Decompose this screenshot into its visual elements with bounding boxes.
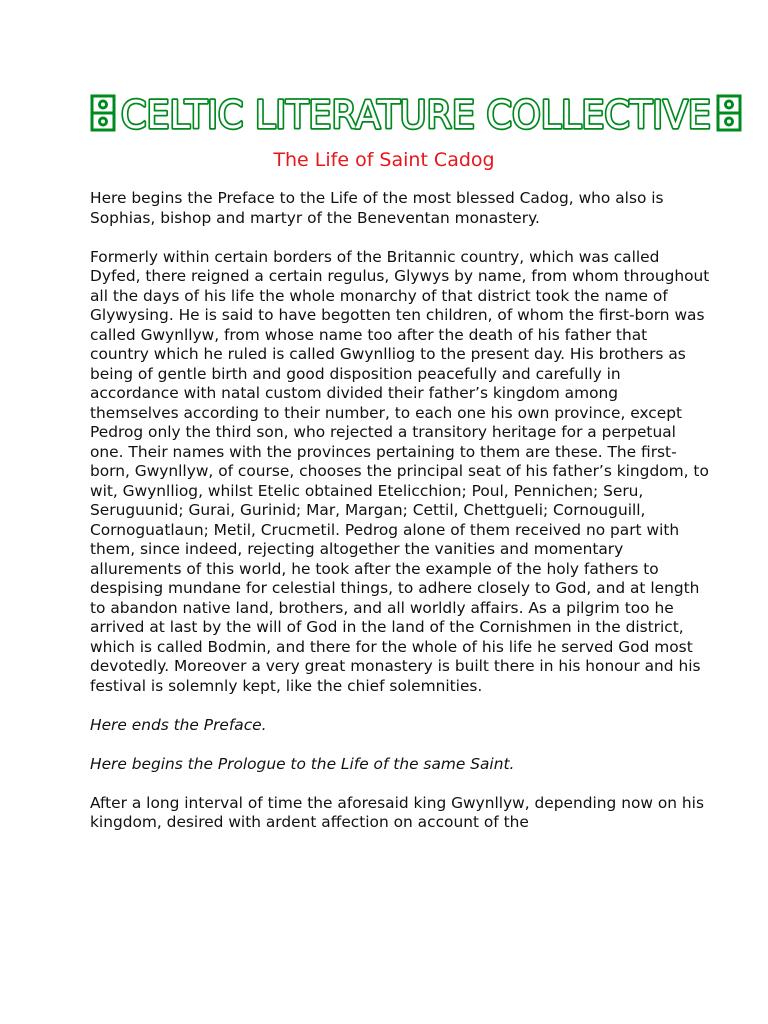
prologue-paragraph: After a long interval of time the aforesaid king Gwynllyw, depending now on his kingdom, desired with ardent affection on account of the <box>90 793 704 831</box>
celtic-knot-icon <box>92 96 114 130</box>
preface-intro-paragraph: Here begins the Preface to the Life of the most blessed Cadog, who also is Sophias, bishop and martyr of the Beneventan monastery. <box>90 189 664 227</box>
page-title: The Life of Saint Cadog <box>273 149 495 171</box>
prologue-heading-line: Here begins the Prologue to the Life of the same Saint. <box>90 754 515 773</box>
preface-end-line: Here ends the Preface. <box>90 715 267 734</box>
document-body <box>90 189 710 852</box>
celtic-knot-icon <box>718 96 740 130</box>
banner-title: CELTIC LITERATURE COLLECTIVE <box>121 93 711 134</box>
site-banner[interactable] <box>89 92 743 134</box>
preface-body-paragraph: Formerly within certain borders of the Britannic country, which was called Dyfed, there reigned a certain regulus, Glywys by name, from whom throughout all the days of his life the whole monarchy of that district took the name of Glywysing. He is said to have begotten ten children, of whom the first-born was called Gwynllyw, from whose name too after the death of his father that country which he ruled is called Gwynlliog to the present day. His brothers as being of gentle birth and good disposition peacefully and carefully in accordance with natal custom divided their father’s kingdom among themselves according to their number, to each one his own province, except Pedrog only the third son, who rejected a transitory heritage for a perpetual one. Their names with the provinces pertaining to them are these. The first-born, Gwynllyw, of course, chooses the principal seat of his father’s kingdom, to wit, Gwynlliog, whilst Etelic obtained Etelicchion; Poul, Pennichen; Seru, Seruguunid; Gurai, Gurinid; Mar, Margan; Cettil, Chettgueli; Cornouguill, Cornoguatlaun; Metil, Crucmetil. Pedrog alone of them received no part with them, since indeed, rejecting altogether the vanities and momentary allurements of this world, he took after the example of the holy fathers to despising mundane for celestial things, to adhere closely to God, and at length to abandon native land, brothers, and all worldly affairs. As a pilgrim too he arrived at last by the will of God in the land of the Cornishmen in the district, which is called Bodmin, and there for the whole of his life he served God most devotedly. Moreover a very great monastery is built there in his honour and his festival is solemnly kept, like the chief solemnities. <box>90 247 710 695</box>
